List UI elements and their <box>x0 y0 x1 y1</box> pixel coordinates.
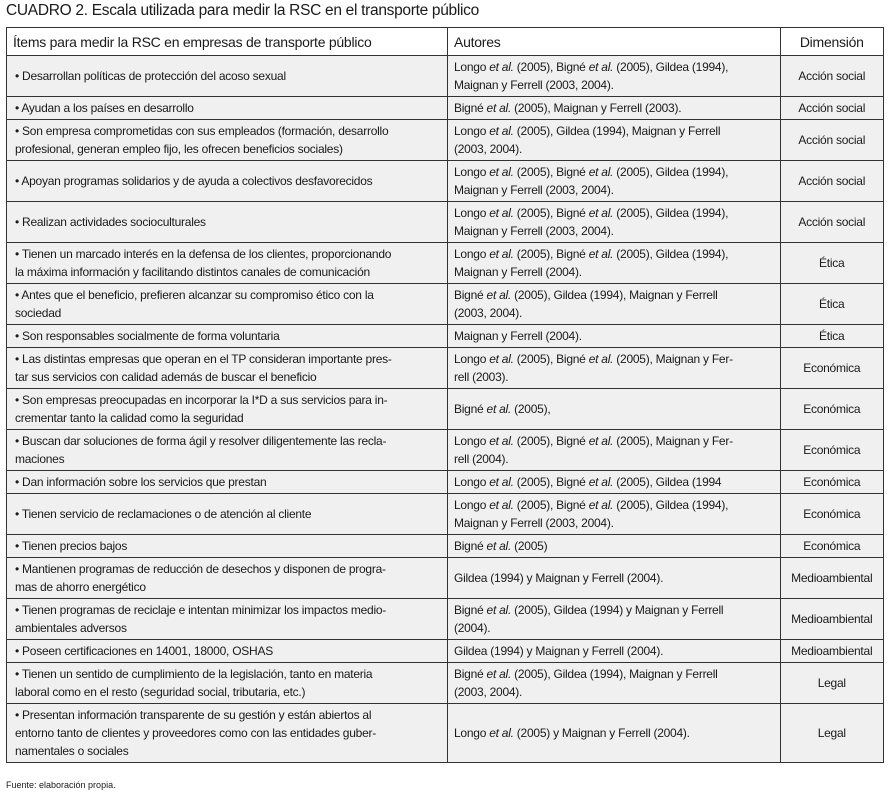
item-cell: • Realizan actividades socioculturales <box>7 202 448 243</box>
source-note: Fuente: elaboración propia. <box>6 780 116 790</box>
header-dimension: Dimensión <box>780 28 883 56</box>
item-cell: • Tienen servicio de reclamaciones o de atención al cliente <box>7 494 448 535</box>
table-row <box>7 389 884 430</box>
item-cell: • Mantienen programas de reducción de desechos y disponen de progra- mas de ahorro energético <box>7 558 448 599</box>
rsc-scale-table <box>6 27 884 763</box>
dimension-cell: Medioambiental <box>780 558 883 599</box>
authors-cell: Longo et al. (2005), Bigné et al. (2005), Gildea (1994), Maignan y Ferrell (2003, 2004). <box>448 56 781 97</box>
dimension-cell: Económica <box>780 348 883 389</box>
dimension-cell: Económica <box>780 494 883 535</box>
dimension-cell: Económica <box>780 471 883 494</box>
authors-cell: Longo et al. (2005), Bigné et al. (2005), Gildea (1994), Maignan y Ferrell (2003, 2004). <box>448 494 781 535</box>
authors-cell: Maignan y Ferrell (2004). <box>448 325 781 348</box>
dimension-cell: Legal <box>780 663 883 704</box>
table-row <box>7 471 884 494</box>
authors-cell: Bigné et al. (2005), Gildea (1994) y Maignan y Ferrell (2004). <box>448 599 781 640</box>
item-cell: • Tienen programas de reciclaje e intentan minimizar los impactos medio- ambientales adversos <box>7 599 448 640</box>
item-cell: • Antes que el beneficio, prefieren alcanzar su compromiso ético con la sociedad <box>7 284 448 325</box>
item-cell: • Dan información sobre los servicios que prestan <box>7 471 448 494</box>
authors-cell: Gildea (1994) y Maignan y Ferrell (2004). <box>448 640 781 663</box>
authors-cell: Bigné et al. (2005), Gildea (1994), Maignan y Ferrell (2003, 2004). <box>448 284 781 325</box>
item-cell: • Tienen un sentido de cumplimiento de la legislación, tanto en materia laboral como en el resto (seguridad social, tributaria, etc.) <box>7 663 448 704</box>
table-row <box>7 599 884 640</box>
item-cell: • Tienen precios bajos <box>7 535 448 558</box>
table-row <box>7 325 884 348</box>
item-cell: • Presentan información transparente de su gestión y están abiertos al entorno tanto de clientes y proveedores como con las entidades guber- namentales o sociales <box>7 704 448 763</box>
dimension-cell: Acción social <box>780 97 883 120</box>
table-row <box>7 535 884 558</box>
item-cell: • Apoyan programas solidarios y de ayuda a colectivos desfavorecidos <box>7 161 448 202</box>
dimension-cell: Legal <box>780 704 883 763</box>
item-cell: • Las distintas empresas que operan en el TP consideran importante pres- tar sus servicios con calidad además de buscar el beneficio <box>7 348 448 389</box>
dimension-cell: Medioambiental <box>780 640 883 663</box>
table-row <box>7 56 884 97</box>
item-cell: • Son responsables socialmente de forma voluntaria <box>7 325 448 348</box>
authors-cell: Longo et al. (2005), Bigné et al. (2005), Gildea (1994), Maignan y Ferrell (2003, 2004). <box>448 202 781 243</box>
dimension-cell: Acción social <box>780 120 883 161</box>
dimension-cell: Ética <box>780 243 883 284</box>
dimension-cell: Ética <box>780 325 883 348</box>
authors-cell: Longo et al. (2005), Bigné et al. (2005), Maignan y Fer- rell (2004). <box>448 430 781 471</box>
dimension-cell: Económica <box>780 535 883 558</box>
table-row <box>7 663 884 704</box>
header-row <box>7 28 884 56</box>
table-body <box>7 56 884 763</box>
item-cell: • Desarrollan políticas de protección del acoso sexual <box>7 56 448 97</box>
authors-cell: Longo et al. (2005), Bigné et al. (2005), Gildea (1994 <box>448 471 781 494</box>
authors-cell: Longo et al. (2005), Gildea (1994), Maignan y Ferrell (2003, 2004). <box>448 120 781 161</box>
table-row <box>7 202 884 243</box>
item-cell: • Son empresa comprometidas con sus empleados (formación, desarrollo profesional, generan empleo fijo, les ofrecen beneficios sociales) <box>7 120 448 161</box>
dimension-cell: Económica <box>780 389 883 430</box>
item-cell: • Ayudan a los países en desarrollo <box>7 97 448 120</box>
dimension-cell: Económica <box>780 430 883 471</box>
table-row <box>7 97 884 120</box>
header-authors: Autores <box>448 28 781 56</box>
table-row <box>7 120 884 161</box>
item-cell: • Tienen un marcado interés en la defensa de los clientes, proporcionando la máxima información y facilitando distintos canales de comunicación <box>7 243 448 284</box>
table-row <box>7 243 884 284</box>
authors-cell: Gildea (1994) y Maignan y Ferrell (2004). <box>448 558 781 599</box>
authors-cell: Bigné et al. (2005), Gildea (1994), Maignan y Ferrell (2003, 2004). <box>448 663 781 704</box>
header-items: Ítems para medir la RSC en empresas de transporte público <box>7 28 448 56</box>
item-cell: • Son empresas preocupadas en incorporar la I*D a sus servicios para in- crementar tanto la calidad como la seguridad <box>7 389 448 430</box>
table-row <box>7 430 884 471</box>
item-cell: • Buscan dar soluciones de forma ágil y resolver diligentemente las recla- maciones <box>7 430 448 471</box>
authors-cell: Longo et al. (2005), Bigné et al. (2005), Maignan y Fer- rell (2003). <box>448 348 781 389</box>
table-row <box>7 640 884 663</box>
authors-cell: Bigné et al. (2005) <box>448 535 781 558</box>
dimension-cell: Acción social <box>780 161 883 202</box>
table-row <box>7 284 884 325</box>
authors-cell: Bigné et al. (2005), Maignan y Ferrell (2003). <box>448 97 781 120</box>
table-row <box>7 161 884 202</box>
table-title: CUADRO 2. Escala utilizada para medir la RSC en el transporte público <box>6 2 479 19</box>
dimension-cell: Acción social <box>780 202 883 243</box>
authors-cell: Longo et al. (2005) y Maignan y Ferrell (2004). <box>448 704 781 763</box>
table-row <box>7 348 884 389</box>
table-row <box>7 704 884 763</box>
dimension-cell: Ética <box>780 284 883 325</box>
table-row <box>7 558 884 599</box>
authors-cell: Longo et al. (2005), Bigné et al. (2005), Gildea (1994), Maignan y Ferrell (2004). <box>448 243 781 284</box>
authors-cell: Longo et al. (2005), Bigné et al. (2005), Gildea (1994), Maignan y Ferrell (2003, 2004). <box>448 161 781 202</box>
authors-cell: Bigné et al. (2005), <box>448 389 781 430</box>
table-row <box>7 494 884 535</box>
dimension-cell: Medioambiental <box>780 599 883 640</box>
item-cell: • Poseen certificaciones en 14001, 18000, OSHAS <box>7 640 448 663</box>
dimension-cell: Acción social <box>780 56 883 97</box>
